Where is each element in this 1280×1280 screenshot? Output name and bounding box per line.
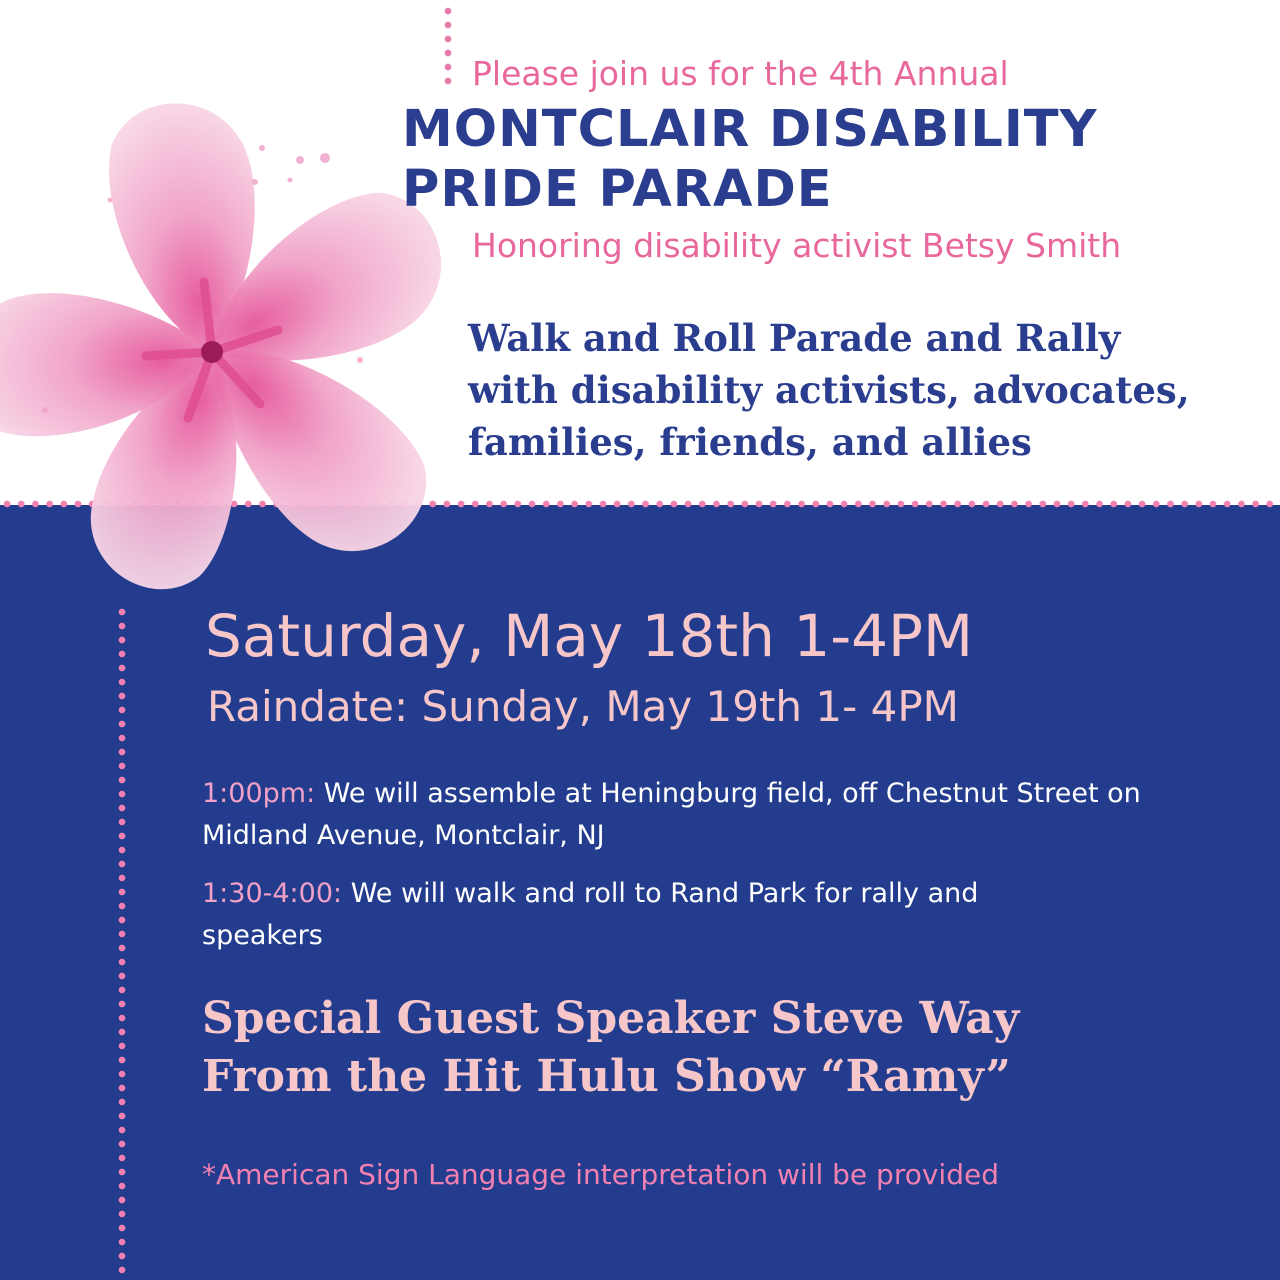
- schedule-item-assemble: [202, 773, 1162, 857]
- schedule-text: We will walk and roll to Rand Park for rally and speakers: [202, 878, 979, 951]
- dotted-divider-vertical-bottom: [117, 605, 127, 1280]
- description-line2: with disability activists, advocates,: [468, 368, 1190, 412]
- guest-speaker: [202, 990, 1019, 1106]
- schedule-time: 1:00pm:: [202, 778, 316, 809]
- guest-line1: Special Guest Speaker Steve Way: [202, 993, 1020, 1044]
- event-title: [402, 100, 1098, 220]
- description-line1: Walk and Roll Parade and Rally: [468, 316, 1121, 360]
- schedule-time: 1:30-4:00:: [202, 878, 343, 909]
- event-description: [468, 312, 1190, 468]
- event-title-line2: PRIDE PARADE: [402, 160, 833, 219]
- honoring-text: Honoring disability activist Betsy Smith: [472, 226, 1122, 265]
- intro-text: Please join us for the 4th Annual: [472, 54, 1009, 93]
- event-title-line1: MONTCLAIR DISABILITY: [402, 100, 1098, 159]
- event-raindate: Raindate: Sunday, May 19th 1- 4PM: [207, 682, 959, 731]
- schedule-item-walk: [202, 873, 1102, 957]
- asl-note: *American Sign Language interpretation will be provided: [202, 1158, 999, 1191]
- event-date: Saturday, May 18th 1-4PM: [205, 602, 974, 670]
- guest-line2: From the Hit Hulu Show “Ramy”: [202, 1051, 1011, 1102]
- schedule-text: We will assemble at Heningburg field, off Chestnut Street on Midland Avenue, Montclair, NJ: [202, 778, 1141, 851]
- description-line3: families, friends, and allies: [468, 420, 1032, 464]
